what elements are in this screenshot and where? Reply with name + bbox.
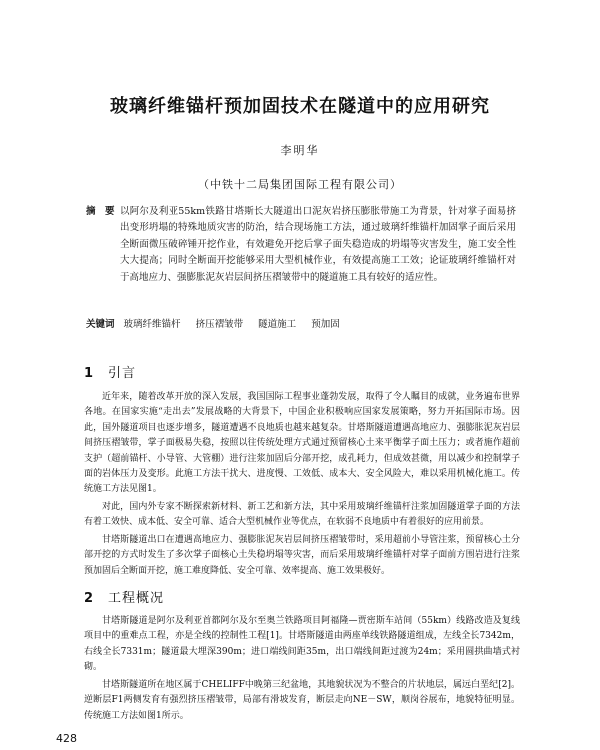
section-number: 1 xyxy=(84,366,95,381)
keywords-block xyxy=(86,318,516,332)
keyword: 隧道施工 xyxy=(258,319,297,330)
section-heading-project-overview xyxy=(84,587,164,606)
paragraph: 甘塔斯隧道是阿尔及利亚首都阿尔及尔至奥兰铁路项目阿福隆—贾密斯车站间（55km）线路改造及复线项目中的重难点工程，亦是全线的控制性工程[1]。甘塔斯隧道由两座单线铁路隧道组成，左线全长7342m，右线全长7331m；隧道最大埋深390m；进口端线间距35m，出口端线间距过渡为24m；采用圆拱曲墙式衬砌。 xyxy=(84,616,520,673)
keyword: 预加固 xyxy=(311,319,340,330)
keyword: 挤压褶皱带 xyxy=(195,319,244,330)
paragraph: 甘塔斯隧道出口在遭遇高地应力、强膨胀泥灰岩层间挤压褶皱带时，采用超前小导管注浆，预留核心土分部开挖的方式时发生了多次掌子面核心土失稳坍塌等灾害，而后采用玻璃纤维锚杆对掌子面前方围岩进行注浆预加固后全断面开挖，施工难度降低、安全可靠、效率提高、施工效果极好。 xyxy=(84,535,520,576)
paper-title: 玻璃纤维锚杆预加固技术在隧道中的应用研究 xyxy=(110,96,490,117)
section-heading-introduction xyxy=(84,362,136,381)
paragraph: 近年来，随着改革开放的深入发展，我国国际工程事业蓬勃发展，取得了令人瞩目的成就，业务遍布世界各地。在国家实施“走出去”发展战略的大背景下，中国企业积极响应国家发展策略，努力开拓国际市场。因此，国外隧道项目也逐步增多，隧道遭遇不良地质也越来越复杂。甘塔斯隧道遭遇高地应力、强膨胀泥灰岩层间挤压褶皱带，掌子面极易失稳，按照以往传统处理方式通过预留核心土来平衡掌子面土压力；或者施作超前支护（超前锚杆、小导管、大管棚）进行注浆加固后分部开挖，成孔耗力，但成效甚微，用以减少和控制掌子面的岩体压力及变形。此施工方法干扰大、进度慢、工效低、成本大、安全风险大，难以采用机械化施工。传统施工方法见图1。 xyxy=(84,392,520,495)
paragraph: 甘塔斯隧道所在地区属于CHELIFF中晚第三纪盆地，其地貌状况为不整合的片状地层，属远白垩纪[2]。逆断层F1两侧发育有强烈挤压褶皱带，局部有滑坡发育，断层走向NE－SW，顺岗谷展布，地貌特征明显。传统施工方法如图1所示。 xyxy=(84,680,520,721)
section-number: 2 xyxy=(84,591,95,606)
section-title: 引言 xyxy=(108,366,137,381)
abstract-text: 以阿尔及利亚55km铁路甘塔斯长大隧道出口泥灰岩挤压膨胀带施工为背景，针对掌子面易挤出变形坍塌的特殊地质灾害的防治，结合现场施工方法，通过玻璃纤维锚杆加固掌子面后采用全断面微压破碎锤开挖作业，有效避免开挖后掌子面失稳造成的坍塌等灾害发生，施工安全性大大提高；同时全断面开挖能够采用大型机械作业，有效提高施工工效；论证玻璃纤维锚杆对于高地应力、强膨胀泥灰岩层间挤压褶皱带中的隧道施工具有较好的适应性。 xyxy=(120,206,516,283)
author-name: 李明华 xyxy=(280,144,320,157)
keyword: 玻璃纤维锚杆 xyxy=(123,319,181,330)
page-number: 428 xyxy=(56,732,77,745)
abstract-block xyxy=(86,204,516,286)
keywords-label: 关键词 xyxy=(86,319,115,330)
section-title: 工程概况 xyxy=(108,591,165,606)
abstract-label: 摘 要 xyxy=(86,206,115,217)
paragraph: 对此，国内外专家不断探索新材料、新工艺和新方法，其中采用玻璃纤维锚杆注浆加固隧道掌子面的方法有着工效快、成本低、安全可靠、适合大型机械作业等优点，在软弱不良地质中有着很好的应用前景。 xyxy=(84,502,520,528)
author-affiliation: （中铁十二局集团国际工程有限公司） xyxy=(198,178,402,191)
